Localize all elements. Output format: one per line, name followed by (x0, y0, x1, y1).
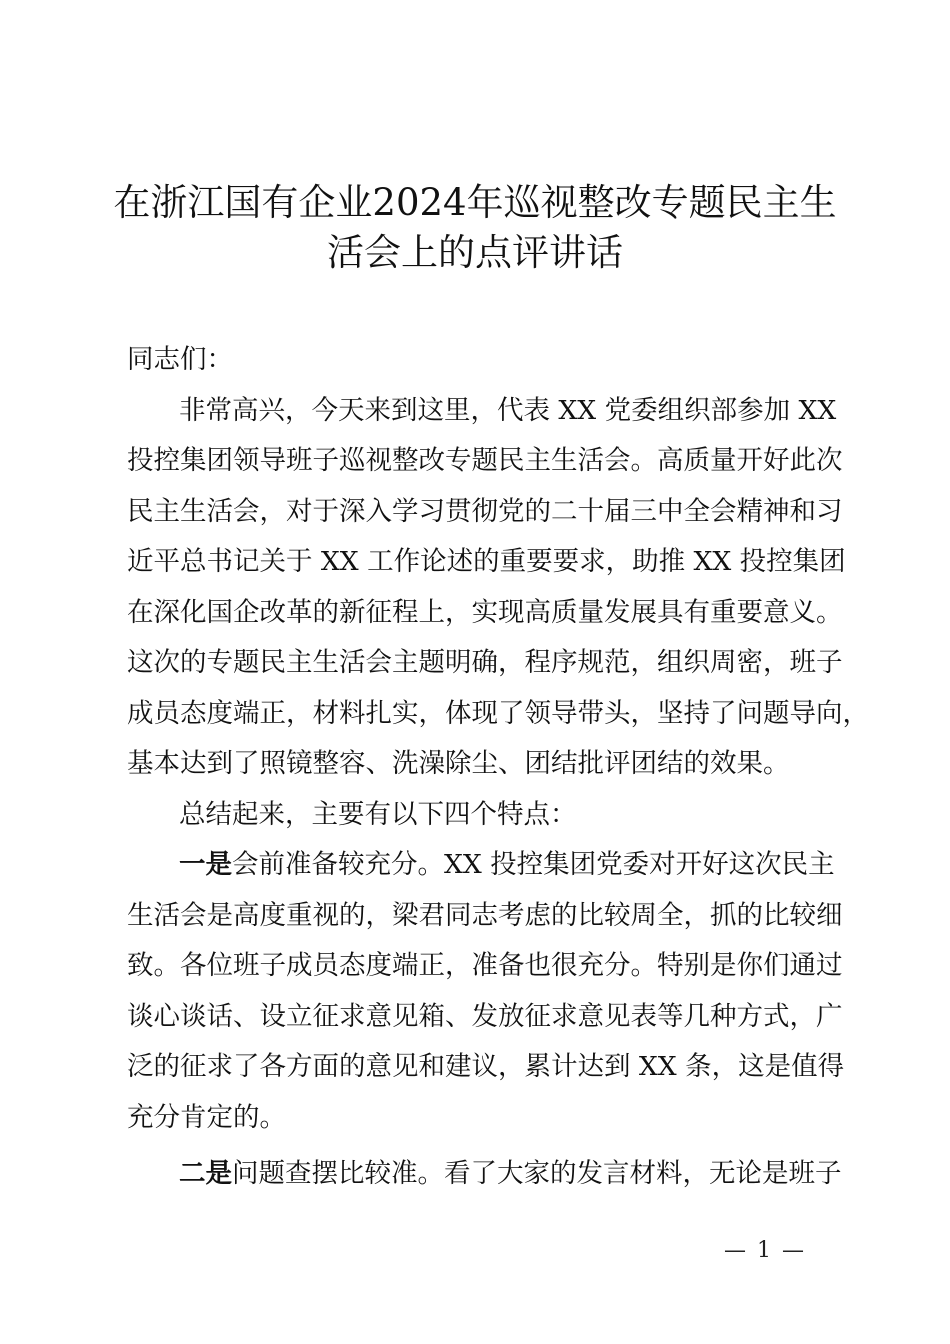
point-one-first-line (127, 840, 835, 891)
point-two-lead: 二是 (179, 1158, 232, 1189)
point-two-text: 问题查摆比较准。看了大家的发言材料，无论是班子 (232, 1158, 842, 1189)
paragraph-line: 谈心谈话、设立征求意见箱、发放征求意见表等几种方式，广 (127, 1000, 843, 1032)
page-number: — 1 — (724, 1238, 806, 1263)
paragraph-line: 近平总书记关于 XX 工作论述的重要要求，助推 XX 投控集团 (127, 546, 846, 577)
paragraph-line: 投控集团领导班子巡视整改专题民主生活会。高质量开好此次 (127, 445, 843, 476)
paragraph-line: 非常高兴，今天来到这里，代表 XX 党委组织部参加 XX (179, 394, 837, 426)
salutation: 同志们： (127, 344, 233, 375)
paragraph-line: 民主生活会，对于深入学习贯彻党的二十届三中全会精神和习 (127, 495, 843, 527)
paragraph-line: 在深化国企改革的新征程上，实现高质量发展具有重要意义。 (127, 596, 843, 628)
paragraph-line: 泛的征求了各方面的意见和建议，累计达到 XX 条，这是值得 (127, 1051, 845, 1082)
paragraph-line: 致。各位班子成员态度端正，准备也很充分。特别是你们通过 (127, 950, 843, 981)
point-one-text: 会前准备较充分。XX 投控集团党委对开好这次民主 (232, 849, 835, 880)
paragraph-line: 基本达到了照镜整容、洗澡除尘、团结批评团结的效果。 (127, 748, 790, 779)
point-two-first-line (127, 1149, 842, 1200)
paragraph-line: 这次的专题民主生活会主题明确，程序规范，组织周密，班子 (127, 647, 843, 678)
paragraph-line: 成员态度端正，材料扎实，体现了领导带头，坚持了问题导向， (127, 697, 869, 729)
summary-line: 总结起来，主要有以下四个特点： (179, 798, 577, 830)
title-line: 活会上的点评讲话 (327, 231, 623, 274)
document-body (127, 335, 869, 1200)
paragraph-line: 生活会是高度重视的，梁君同志考虑的比较周全，抓的比较细 (127, 899, 843, 931)
title-line: 在浙江国有企业2024年巡视整改专题民主生 (113, 181, 837, 224)
document-title (100, 178, 850, 278)
point-one-lead: 一是 (179, 849, 232, 880)
paragraph-line: 充分肯定的。 (127, 1101, 286, 1133)
